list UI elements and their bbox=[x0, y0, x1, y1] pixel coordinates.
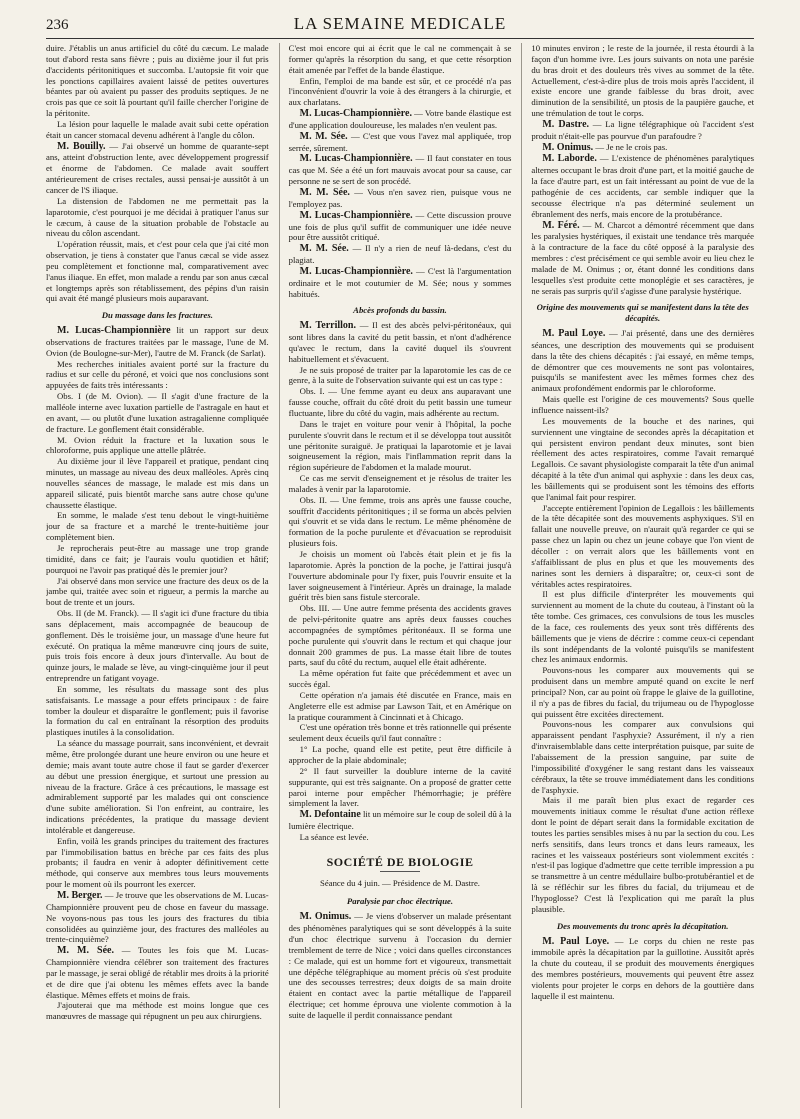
paragraph-text: — Cette discussion prouve une fois de plus qu'il suffit de communiquer une idée neuve pour être aussitôt critiqué. bbox=[288, 209, 512, 243]
paragraph-text: — Je viens d'observer un malade présentant des phénomènes paralytiques qui se sont développés à la suite d'un choc électrique survenu à l'occasion du dernier tremblement de terre de Nice ; voici dans quelles circonstances : Ce malade, qui est un homme fort et vigoureux, transmettait une dépêche télégraphique au moment précis où s'est produite une des secousses terrestres; deux doigts de sa main droite étaient en contact avec la partie métallique de l'appareil électrique; cet homme éprouva une violente commotion à la suite de laquelle il perdit connaissance pendant bbox=[288, 911, 512, 1020]
paragraph: Cette opération n'a jamais été discutée en France, mais en Angleterre elle est admise par Lawson Tait, et en Amérique on la pratique couramment à Cincinnati et à Chicago. bbox=[288, 689, 512, 722]
paragraph bbox=[531, 936, 754, 1002]
speaker-name: M. Bouilly. bbox=[57, 140, 106, 152]
speaker-name: M. Lucas-Championnière. bbox=[299, 209, 413, 221]
paragraph: Je reprocherais peut-être au massage une trop grande timidité, dans ce fait; je l'aurais voulu quotidien et hâtif; pourquoi ne l'avoir pas pratiqué dès le premier jour? bbox=[46, 542, 269, 575]
paragraph-text: — Toutes les fois que M. Lucas-Championnière viendra célébrer son traitement des fractures par le massage, je serai obligé de rétablir mes droits à la priorité et de dire que j'ai obtenu les mêmes effets avec la bande élastique. Mêmes effets et moins de frais. bbox=[46, 945, 269, 1000]
section-heading: Des mouvements du tronc après la décapitation. bbox=[556, 920, 729, 931]
paragraph: 2° Il faut surveiller la doublure interne de la cavité suppurante, qui est très saignante. On a proposé de gratter cette paroi interne pour empêcher l'hémorrhagie; je préfère simplement la laver. bbox=[288, 765, 512, 809]
paragraph: Enfin, l'emploi de ma bande est sûr, et ce procédé n'a pas l'inconvénient d'ouvrir la voie à des étrangers à la chirurgie, et aux charlatans. bbox=[288, 75, 512, 108]
paragraph: duire. J'établis un anus artificiel du côté du cæcum. Le malade tout d'abord resta sans fièvre ; puis au dixième jour il fut pris d'accidents péritonitiques et succomba. L'autopsie fit voir que les ponctions capillaires avaient laissé de petites ouvertures béantes par où avaient pu passer des produits septiques. Je ne crois pas que ce soit là pourtant qu'il faille chercher l'origine de la péritonite. bbox=[46, 43, 269, 119]
paragraph bbox=[46, 325, 269, 359]
paragraph bbox=[289, 108, 512, 131]
page-header bbox=[46, 14, 754, 36]
paragraph-text: lit un mémoire sur le coup de soleil dû à la lumière électrique. bbox=[288, 809, 512, 832]
paragraph bbox=[46, 890, 269, 945]
paragraph: L'opération réussit, mais, et c'est pour cela que j'ai cité mon observation, je tiens à constater que l'anus cæcal se vide assez peu complètement et fonctionne mal, comparativement avec l'anus iliaque. En effet, mon malade a rendu par son anus cæcal et longtemps après son rétablissement, des pépins d'un raisin qui avait été mangé plusieurs mois auparavant. bbox=[46, 239, 269, 304]
paragraph-text: — M. Charcot a démontré récemment que dans les paralysies hystériques, il existait une tendance très marquée à la contracture de la face du côté opposé à la paralysie des membres : c'est précisément ce qui semble avoir eu lieu chez le malade de M. Onimus ; or, étant donné les conditions dans lesquelles s'est produite cette monoplégie et ses caractères, je ne serais pas surpris qu'il s'agisse d'une paralysie hystérique. bbox=[531, 219, 754, 296]
speaker-name: M. Lucas-Championnière bbox=[57, 325, 171, 337]
columns bbox=[46, 43, 754, 1108]
speaker-name: M. M. Sée. bbox=[299, 130, 348, 142]
paragraph-text: — C'est là l'argumentation ordinaire et le mot coutumier de M. Sée; nous y sommes habitués. bbox=[288, 265, 512, 299]
speaker-name: M. Dastre. bbox=[542, 118, 590, 130]
paragraph: Les mouvements de la bouche et des narines, qui surviennent une vingtaine de secondes après la décapitation et qui persistent environ pendant deux minutes, sont bien réellement des actes respiratoires, comme l'avait remarqué Legallois. Ce savant physiologiste comparait la tête d'un animal décapité à la tête d'un animal qui asphyxie : dans les deux cas, les bâillements qui se produisent sont les témoins des efforts que l'animal fait pour respirer. bbox=[531, 415, 754, 502]
paragraph: Enfin, voilà les grands principes du traitement des fractures par l'immobilisation battus en brèche par ces faits des plus probants; il faudra en venir à adopter définitivement cette méthode, qui conserve aux membres tous leurs mouvements pour le moment où ils pourront les exercer. bbox=[46, 835, 269, 890]
session-line: Séance du 4 juin. — Présidence de M. Dastre. bbox=[320, 877, 480, 888]
society-heading: SOCIÉTÉ DE BIOLOGIE bbox=[289, 857, 512, 872]
paragraph: La même opération fut faite que précédemment et avec un succès égal. bbox=[288, 668, 512, 690]
paragraph: Obs. II. — Une femme, trois ans après une fausse couche, souffrit d'accidents péritonitiques ; il se forma un abcès pelvien qui s'ouvrit et se vida dans le rectum. Le même phénomène de formation de la poche purulente et d'évacuation se reproduisit plusieurs fois. bbox=[288, 494, 512, 549]
speaker-name: M. M. Sée. bbox=[299, 243, 349, 255]
speaker-name: M. Onimus. bbox=[542, 141, 594, 153]
paragraph: J'ajouterai que ma méthode est moins longue que ces manœuvres de massage qui répugnent un peu aux chirurgiens. bbox=[46, 1000, 269, 1022]
paragraph: Obs. III. — Une autre femme présenta des accidents graves de pelvi-péritonite quatre ans après deux fausses couches accompagnées de symptômes péritonéaux. Il se forma une poche purulente qui s'ouvrit dans le rectum et qui chaque jour donnait 200 grammes de pus. La masse était libre de toutes parts, sauf du côté du rectum, auquel elle était adhérente. bbox=[288, 603, 512, 668]
paragraph: Je choisis un moment où l'abcès était plein et je fis la laparotomie. Après la ponction de la poche, je l'attirai jusqu'à l'ouverture abdominale pour l'y fixer, puis l'ouvrir ensuite et la laver soigneusement à l'intérieur. Après un drainage, la malade guérit très bien sans fistule stercorale. bbox=[288, 548, 512, 603]
paragraph-text: — La ligne télégraphique où l'accident s'est produit n'était-elle pas pourvue d'un parafoudre ? bbox=[531, 118, 754, 141]
speaker-name: M. M. Sée. bbox=[57, 945, 114, 957]
paragraph bbox=[531, 328, 754, 394]
speaker-name: M. Berger. bbox=[57, 889, 103, 901]
speaker-name: M. Terrillon. bbox=[299, 320, 356, 332]
speaker-name: M. Lucas-Championnière. bbox=[299, 153, 413, 165]
paragraph: 1° La poche, quand elle est petite, peut être difficile à approcher de la plaie abdominale; bbox=[288, 744, 512, 765]
section-heading: Origine des mouvements qui se manifestent dans la tête des décapités. bbox=[536, 302, 749, 324]
paragraph: 10 minutes environ ; le reste de la journée, il resta étourdi à la façon d'un homme ivre. Les jours suivants on nota une parésie du bras droit et des douleurs très vives au sommet de la tête. Actuellement, c'est-à-dire plus de trois mois après l'accident, il existe encore une grande faiblesse du bras droit, avec diminution de la sensibilité, un ptosis de la paupière gauche, et une trémulation de tout le corps. bbox=[531, 43, 754, 119]
column-3 bbox=[521, 43, 754, 1108]
paragraph: Obs. II (de M. Franck). — Il s'agit ici d'une fracture du tibia sans déplacement, mais accompagnée de beaucoup de gonflement. Dès le troisième jour, un massage d'une heure fut exécuté. On pratiqua la même manœuvre cinq jours de suite, puis trois fois encore à deux jours d'intervalle. Au bout de quinze jours, le malade se lève, au vingt-cinquième jour il peut entreprendre un fatigant voyage. bbox=[46, 608, 269, 684]
section-heading: Abcès profonds du bassin. bbox=[353, 305, 447, 316]
paragraph: La séance du massage pourrait, sans inconvénient, et devrait même, être prolongée durant une heure environ ou une heure et demie; mais avant toute autre chose il faut se garder d'exercer au début une pression énergique, et surtout une pression au niveau de la fracture. Grâce à ces précautions, le massage est admirablement supporté par les malades qui ont conscience d'une subite amélioration. Si l'on enfreint, au contraire, les indications précédentes, la pratique du massage devient intolérable et dangereuse. bbox=[46, 738, 269, 835]
paragraph bbox=[289, 266, 512, 300]
paragraph bbox=[531, 153, 754, 219]
paragraph bbox=[289, 243, 512, 266]
speaker-name: M. Defontaine bbox=[299, 809, 361, 821]
paragraph bbox=[46, 141, 269, 196]
paragraph: La distension de l'abdomen ne me permettait pas la laparotomie, c'est pourquoi je me décidai à pratiquer l'anus sur le cæcum, à cause de la situation probable de l'obstacle au niveau du côlon ascendant. bbox=[46, 195, 269, 239]
speaker-name: M. Lucas-Championnière. bbox=[299, 265, 413, 277]
speaker-name: M. Paul Loye. bbox=[542, 935, 610, 947]
paragraph bbox=[46, 945, 269, 1000]
column-1 bbox=[46, 43, 269, 1108]
page-number: 236 bbox=[46, 17, 69, 33]
speaker-name: M. Laborde. bbox=[542, 153, 597, 165]
section-heading: Paralysie par choc électrique. bbox=[346, 896, 454, 907]
paragraph-text: — Le corps du chien ne reste pas immobile après la décapitation par la guillotine. Aussitôt après la chute du couteau, il se produit des mouvements énergiques des membres postérieurs, mouvements qui peuvent être assez violents pour projeter le corps en dehors de la gouttière dans laquelle il est maintenu. bbox=[531, 935, 754, 1001]
column-2 bbox=[279, 43, 512, 1108]
paragraph: C'est une opération très bonne et très rationnelle qui présente seulement deux écueils qu'il faut connaître : bbox=[288, 722, 512, 744]
paragraph bbox=[289, 153, 512, 187]
section-heading: Du massage dans les fractures. bbox=[101, 310, 213, 321]
paragraph-text: — Vous n'en savez rien, puisque vous ne l'employez pas. bbox=[288, 186, 512, 209]
paragraph bbox=[531, 220, 754, 297]
paragraph-text: — J'ai observé un homme de quarante-sept ans, atteint d'obstruction lente, avec développement progressif et énorme de l'abdomen. Ce malade avait souffert antérieurement de crises rectales, aussi pensai-je aussitôt à un cancer de l'S iliaque. bbox=[46, 140, 269, 195]
paragraph-text: — J'ai présenté, dans une des dernières séances, une description des mouvements qui se produisent dans la tête des chiens décapités : j'ai essayé, en même temps, de démontrer que ces mouvements ne sont pas volontaires, puisqu'ils se manifestent avec les mêmes formes chez des animaux profondément endormis par le chloroforme. bbox=[531, 328, 754, 394]
paragraph-text: — Votre bande élastique est d'une application douloureuse, les malades n'en veulent pas. bbox=[288, 108, 512, 130]
paragraph: Il est plus difficile d'interpréter les mouvements qui surviennent au moment de la chute du couteau, à l'instant où la tête tombe. Ces grimaces, ces convulsions de tous les muscles de la face, ces roulements des yeux sont très différents des bâillements que je viens de décrire : comme ceux-ci cependant ils sont indépendants de la volonté puisqu'ils se manifestent chez les animaux endormis. bbox=[531, 589, 754, 665]
paragraph-text: — Il n'y a rien de neuf là-dedans, c'est du plagiat. bbox=[288, 243, 512, 266]
speaker-name: M. Lucas-Championnière. bbox=[299, 108, 412, 120]
paragraph bbox=[289, 131, 512, 154]
paragraph: Pouvons-nous les comparer aux convulsions qui apparaissent pendant l'asphyxie? Assurément, il n'y a rien d'invraisemblable dans cette interprétation puisque, par suite de l'abaissement de la pression sanguine, par suite de l'impossibilité d'oxygéner le sang restant dans les vaisseaux cérébraux, la tête se trouve immédiatement dans les conditions de l'asphyxie. bbox=[531, 719, 754, 795]
paragraph bbox=[289, 809, 512, 832]
paragraph: En somme, les résultats du massage sont des plus satisfaisants. Le massage a pour effets principaux : de faire tomber la douleur et disparaître le gonflement; puis il favorise la formation du cal en entraînant la résorption des produits plastiques inutiles à la consolidation. bbox=[46, 683, 269, 738]
paragraph: J'ai observé dans mon service une fracture des deux os de la jambe qui, traitée avec soin et rigueur, a permis la marche au bout de trente et un jours. bbox=[46, 575, 269, 608]
paragraph-text: — Il est des abcès pelvi-péritonéaux, qui sont libres dans la cavité du petit bassin, et n'ont d'adhérence qu'avec le rectum, dans la cavité duquel ils s'ouvrent habituellement et s'évacuent. bbox=[288, 320, 512, 364]
paragraph-text: — C'est que vous l'avez mal appliquée, trop serrée, sûrement. bbox=[288, 130, 512, 153]
paragraph: Dans le trajet en voiture pour venir à l'hôpital, la poche purulente s'ouvrit dans le rectum et il se développa tout aussitôt une péritonite suraiguë. Je pratiquai la laparotomie et je lavai soigneusement la région, mais l'inflammation reprit dans la région supérieure de l'abdomen et la malade mourut. bbox=[288, 418, 512, 473]
paragraph: M. Ovion réduit la fracture et la luxation sous le chloroforme, puis applique une attelle plâtrée. bbox=[46, 434, 269, 456]
paragraph: Au dixième jour il lève l'appareil et pratique, pendant cinq minutes, un massage au niveau des deux malléoles. Après cinq nouvelles séances de massage, le malade est mis dans un appareil silicaté, puis bientôt marche sans autre chose qu'une chaussette élastique. bbox=[46, 456, 269, 510]
paragraph bbox=[289, 320, 512, 364]
paragraph bbox=[289, 210, 512, 244]
paragraph: C'est moi encore qui ai écrit que le cal ne commençait à se former qu'après la résorption du sang, et que cette résorption était amenée par l'effet de la bande élastique. bbox=[288, 43, 512, 75]
header-rule bbox=[46, 38, 754, 39]
paragraph bbox=[531, 119, 754, 142]
running-title: LA SEMAINE MEDICALE bbox=[293, 14, 507, 33]
paragraph: J'accepte entièrement l'opinion de Legallois : les bâillements de la tête décapitée sont des mouvements asphyxiques. S'il en fallait une nouvelle preuve, on n'aurait qu'à regarder ce qui se passe chez un lapin ou chez un jeune cobaye que l'on vient de décoller : on verrait alors que les bâillements vont en s'affaiblissant de plus en plus et que les mouvements des narines sont les derniers à disparaître; or, ceux-ci sont de véritables actes respiratoires. bbox=[531, 502, 754, 589]
paragraph: Pouvons-nous les comparer aux mouvements qui se produisent dans un membre amputé quand on excite le nerf principal? Non, car au point où frappe le glaive de la guillotine, il n'y a pas de fibres du facial, du trijumeau ou de l'hypoglosse qui puissent être excitées directement. bbox=[531, 665, 754, 719]
paragraph bbox=[289, 911, 512, 1020]
paragraph: La séance est levée. bbox=[299, 831, 369, 842]
paragraph: Mes recherches initiales avaient porté sur la fracture du radius et sur celle du péroné, et voici que nos conclusions sont appuyées de faits très intéressants : bbox=[46, 358, 269, 391]
paragraph bbox=[531, 142, 754, 154]
paragraph: Ce cas me servit d'enseignement et je résolus de traiter les malades à venir par la laparotomie. bbox=[288, 473, 512, 494]
paragraph: La lésion pour laquelle le malade avait subi cette opération était un cancer stomacal devenu adhérent à l'angle du côlon. bbox=[46, 118, 269, 140]
speaker-name: M. Paul Loye. bbox=[542, 328, 606, 340]
paragraph-text: — L'existence de phénomènes paralytiques alternes occupant le bras droit d'une part, et la moitié gauche de la face d'autre part, est un fait intéressant au point de vue de la pathogénie de ces accidents, car semble indiquer que la secousse électrique n'a pas déterminé seulement un ébranlement des nerfs, mais encore de la protubérance. bbox=[531, 153, 754, 219]
paragraph: En somme, le malade s'est tenu debout le vingt-huitième jour de sa fracture et a marché le trente-huitième jour complètement bien. bbox=[46, 510, 269, 543]
paragraph-text: — Il faut constater en tous cas que M. Sée a été un fort mauvais avocat pour sa cause, car personne ne se sert de son procédé. bbox=[288, 153, 512, 187]
paragraph: Je ne suis proposé de traiter par la laparotomie les cas de ce genre, à la suite de l'observation suivante qui est un cas type : bbox=[288, 364, 512, 386]
speaker-name: M. Onimus. bbox=[299, 911, 352, 923]
paragraph bbox=[289, 187, 512, 210]
paragraph: Obs. I (de M. Ovion). — Il s'agit d'une fracture de la malléole interne avec luxation partielle de l'astragale en haut et en avant, — ou plutôt d'une luxation astragalienne compliquée de fracture. Le gonflement était considérable. bbox=[46, 391, 269, 434]
paragraph: Mais il me paraît bien plus exact de regarder ces mouvements initiaux comme le résultat d'une action réflexe dont le point de départ serait dans la formidable excitation de toutes les parties sensibles mises à nu par la section du cou. Les nerfs sensitifs, dans leurs troncs et dans leurs rameaux, les racines et les vaisseaux postérieurs sont violemment excités : n'est-il pas logique d'admettre que cette terrible impression a pu se transmettre à un centre médullaire bulbo-protubérantiel et de là se réfléchir sur les fibres du facial, du trijumeau et de l'hypoglosse? C'est là l'explication qui me paraît la plus plausible. bbox=[531, 795, 754, 914]
paragraph-text: lit un rapport sur deux observations de fractures traitées par le massage, l'une de M. Ovion (de Boulogne-sur-Mer), l'autre de M. Franck (de Sarlat). bbox=[46, 325, 269, 358]
speaker-name: M. Féré. bbox=[542, 219, 580, 231]
paragraph: Obs. I. — Une femme ayant eu deux ans auparavant une fausse couche, offrait du côté droit du petit bassin une tumeur fluctuante, libre du côté du vagin, mais adhérente au rectum. bbox=[288, 386, 512, 418]
paragraph-text: — Je trouve que les observations de M. Lucas-Championnière prouvent peu de chose en faveur du massage. Ne voyons-nous pas tous les jours des fractures du tibia consolidées au quinzième jour, des fractures des malléoles au trente-cinquième? bbox=[46, 889, 269, 945]
speaker-name: M. M. Sée. bbox=[299, 186, 350, 198]
paragraph: Mais quelle est l'origine de ces mouvements? Sous quelle influence naissent-ils? bbox=[531, 394, 754, 415]
paragraph-text: — Je ne le crois pas. bbox=[593, 141, 668, 152]
